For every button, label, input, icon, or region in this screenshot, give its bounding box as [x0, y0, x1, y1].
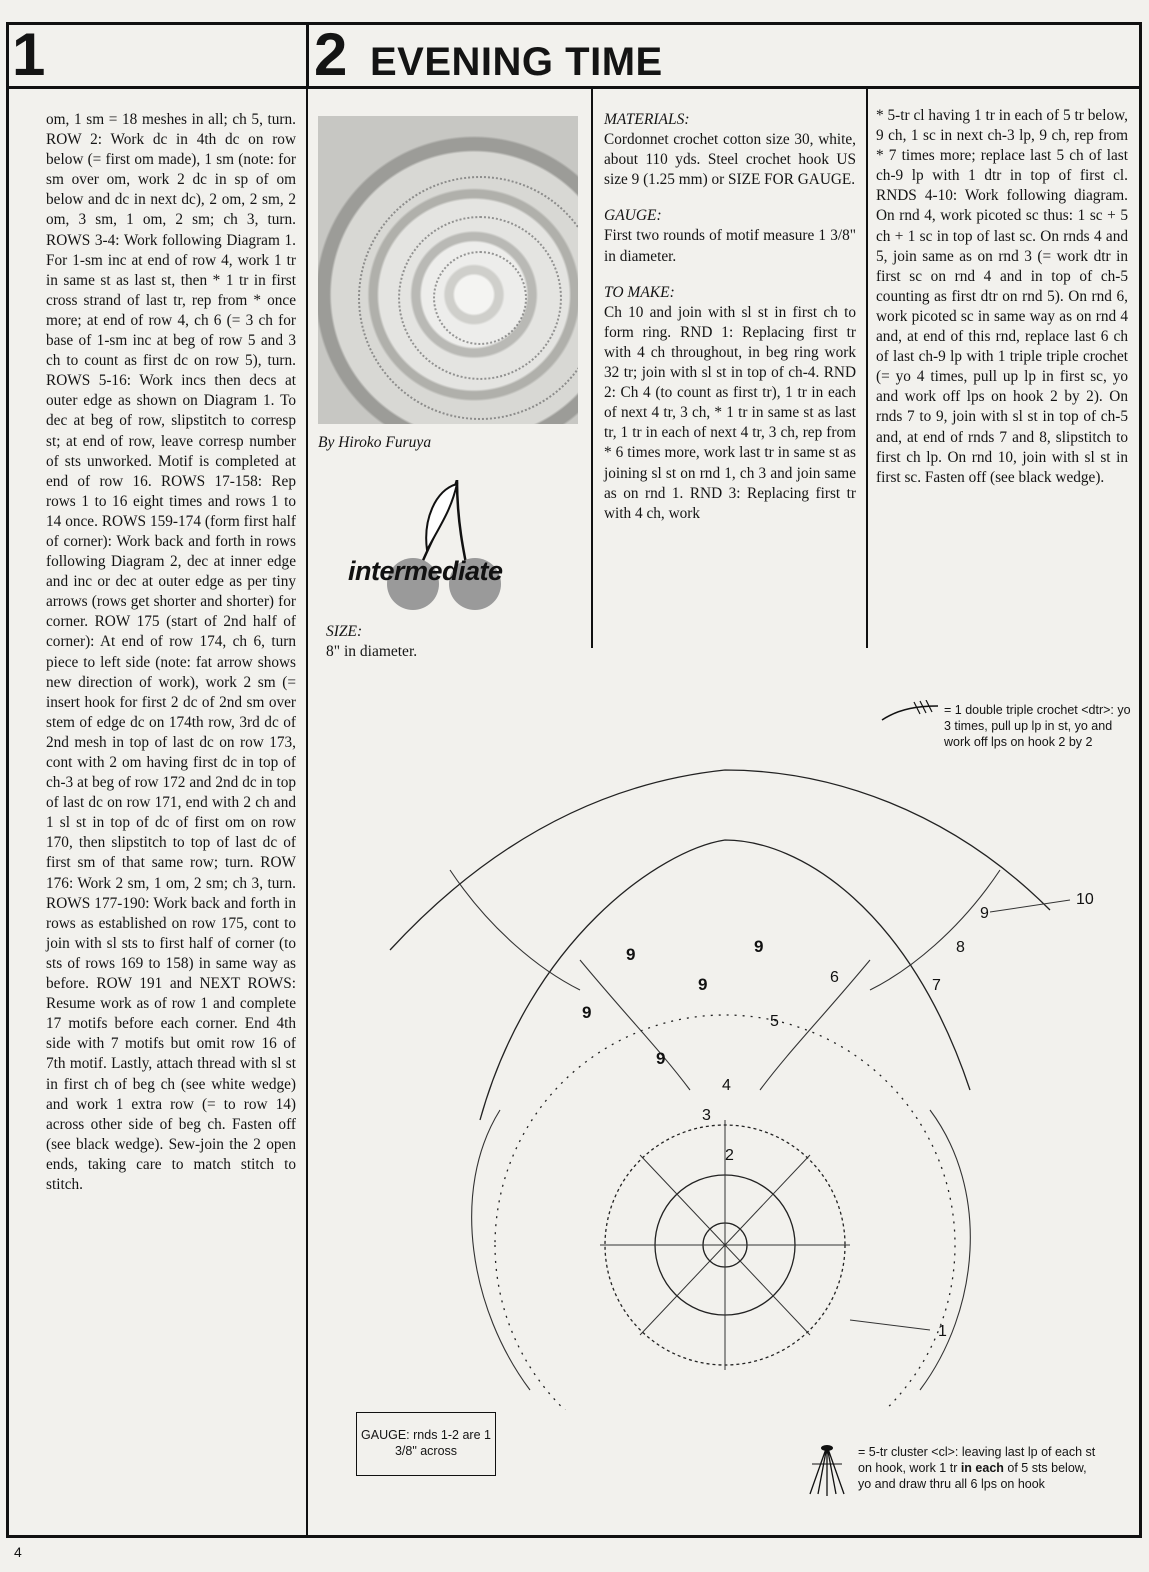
column-rule-1 — [306, 88, 308, 1538]
round-label-8: 8 — [956, 939, 965, 956]
instructions-column-3 — [604, 110, 856, 524]
cluster-symbol-icon — [802, 1442, 852, 1502]
size-value: 8" in diameter. — [326, 643, 418, 660]
round-label-2: 2 — [725, 1147, 734, 1164]
section-number-2: 2 — [314, 21, 348, 88]
round-label-10: 10 — [1076, 891, 1094, 908]
section-number-1: 1 — [12, 21, 46, 88]
legend-dtr: = 1 double triple crochet <dtr>: yo 3 times, pull up lp in st, yo and work off lps on hook 2 by 2 — [944, 703, 1131, 749]
round-label-5: 5 — [770, 1013, 779, 1030]
doily-photo — [318, 116, 578, 424]
legend-cluster: = 5-tr cluster <cl>: leaving last lp of each st on hook, work 1 tr in each of 5 sts below, yo and draw thru all 6 lps on hook — [858, 1445, 1096, 1491]
instructions-column-1 — [46, 110, 296, 1195]
diagram-nine-labels — [582, 937, 763, 1068]
materials-heading: MATERIALS: — [604, 111, 690, 128]
round-label-3: 3 — [702, 1107, 711, 1124]
cherry-badge-icon — [345, 480, 561, 610]
gauge-heading: GAUGE: — [604, 207, 662, 225]
instructions-continued-text: * 5-tr cl having 1 tr in each of 5 tr below, 9 ch, 1 sc in next ch-3 lp, 9 ch, rep from * 7 times more; replace last 5 ch of last ch-9 lp with 1 dtr in top of first cl. RNDS 4-10: Work following diagram. On rnd 4, work picoted sc thus: 1 sc + 5 ch + 1 sc in top of last sc. On rnds 4 and 5, join same as on rnd 3 (= work dtr in first sc on rnd 4 and in top of ch-5 counting as first dtr on rnd 5). On rnd 6, work picoted sc in same way as on rnd 4 and, at end of this rnd, replace last 6 ch of last ch-9 lp with 1 triple triple crochet (= yo 4 times, pull up lp in first sc, yo and work off lps on hook 2 by 2). On rnds 7 to 9, join with sl st in top of ch-5 and, at end of rnds 7 and 8, slipstitch to first ch lp. On rnd 10, join with sl st in first sc. Fasten off (see black wedge). — [876, 107, 1128, 486]
crochet-diagram — [330, 690, 1130, 1410]
round-label-7: 7 — [932, 977, 941, 994]
page-title: EVENING TIME — [370, 40, 663, 84]
header-rule — [6, 86, 1142, 89]
svg-text:9: 9 — [582, 1003, 592, 1022]
column-rule-2 — [591, 88, 593, 648]
skill-level-label: intermediate — [348, 556, 503, 586]
header-divider — [306, 22, 309, 88]
gauge-note-box: GAUGE: rnds 1-2 are 1 3/8" across — [356, 1412, 496, 1476]
svg-text:9: 9 — [626, 945, 636, 964]
round-label-4: 4 — [722, 1077, 731, 1094]
round-label-6: 6 — [830, 969, 839, 986]
gauge-text: First two rounds of motif measure 1 3/8" in diameter. — [604, 227, 856, 265]
instructions-text: om, 1 sm = 18 meshes in all; ch 5, turn. ROW 2: Work dc in 4th dc on row below (= first om made), 1 sm (note: for sm over om, work 2 dc in sp of om below and dc in next dc), 2 om, 2 sm, 2 om, 3 sm, 1 om, 2 sm; ch 3, turn. ROWS 3-4: Work following Diagram 1. For 1-sm inc at end of row 4, work 1 tr in same st as last st, then * 1 tr in first cross strand of last tr, rep from * once more; at end of row 4, ch 6 (= 3 ch for base of 1-sm inc at beg of row 5 and 3 ch to count as first dc on row 5), turn. ROWS 5-16: Work incs then decs at outer edge as shown on Diagram 1. To dec at beg of row, slipstitch to corresp st; at end of row, leave corresp number of sts unworked. Motif is completed at end of row 16. ROWS 17-158: Rep rows 1 to 16 eight times and rows 1 to 14 once. ROWS 159-174 (form first half of corner): Work back and forth in rows following Diagram 2, dec at inner edge and inc or dec at outer edge as per tiny arrows (rows get shorter and shorter) for corner. ROW 175 (start of 2nd half of corner): At end of row 174, ch 6, turn piece to left side (note: fat arrow shows new direction of work), work 2 sm (= insert hook for first 2 dc of 2nd sm over stem of edge dc on 174th row, 3rd dc of 2nd mesh in top of last dc on row 173, cont with 2 om having first dc in top of ch-3 at beg of row 172 and 2nd dc in top of last dc on row 171, end with 2 ch and 1 sl st in top of dc of first om on row 170, then slipstitch to top of last dc of first sm of that same row; turn. ROW 176: Work 2 sm, 1 om, 2 sm; ch 3, turn. ROWS 177-190: Work back and forth in rows as established on row 175, cont to join with sl sts to first half of corner (to sts of rows 169 to 158) in same way as before. ROW 191 and NEXT ROWS: Resume work as of row 1 and complete 17 motifs before each corner. End 4th side with 7 motifs but omit row 16 of 7th motif. Lastly, attach thread with sl st in first ch of beg ch (see white wedge) and work 1 extra row (= to row 14) across other side of beg ch. Fasten off (see black wedge). Sew-join the 2 open ends, taking care to match stitch to stitch. — [46, 111, 296, 1193]
size-heading: SIZE: — [326, 623, 363, 640]
photo-credit: By Hiroko Furuya — [318, 434, 432, 451]
page-number: 4 — [14, 1544, 22, 1560]
tomake-heading: TO MAKE: — [604, 283, 675, 301]
tomake-text: Ch 10 and join with sl st in first ch to form ring. RND 1: Replacing first tr with 4 ch throughout, in beg ring work 32 tr; join with sl st in top of ch-4. RND 2: Ch 4 (to count as first tr), 1 tr in each of next 4 tr, 3 ch, * 1 tr in same st as last tr, 1 tr in each of next 4 tr, 3 ch, rep from * 6 times more, work last tr in same st as joining sl st on rnd 1, ch 3 and join same as on rnd 1. RND 3: Replacing first tr with 4 ch, work — [604, 303, 856, 522]
svg-text:9: 9 — [656, 1049, 666, 1068]
svg-text:9: 9 — [698, 975, 708, 994]
column-rule-3 — [866, 88, 868, 648]
size-block — [326, 622, 417, 662]
materials-text: Cordonnet crochet cotton size 30, white, about 110 yds. Steel crochet hook US size 9 (1.25 mm) or SIZE FOR GAUGE. — [604, 131, 856, 189]
round-label-1: 1 — [938, 1323, 947, 1340]
instructions-column-4 — [876, 106, 1128, 488]
diagram-round-labels — [702, 891, 1094, 1340]
svg-text:9: 9 — [754, 937, 764, 956]
round-label-9: 9 — [980, 905, 989, 922]
